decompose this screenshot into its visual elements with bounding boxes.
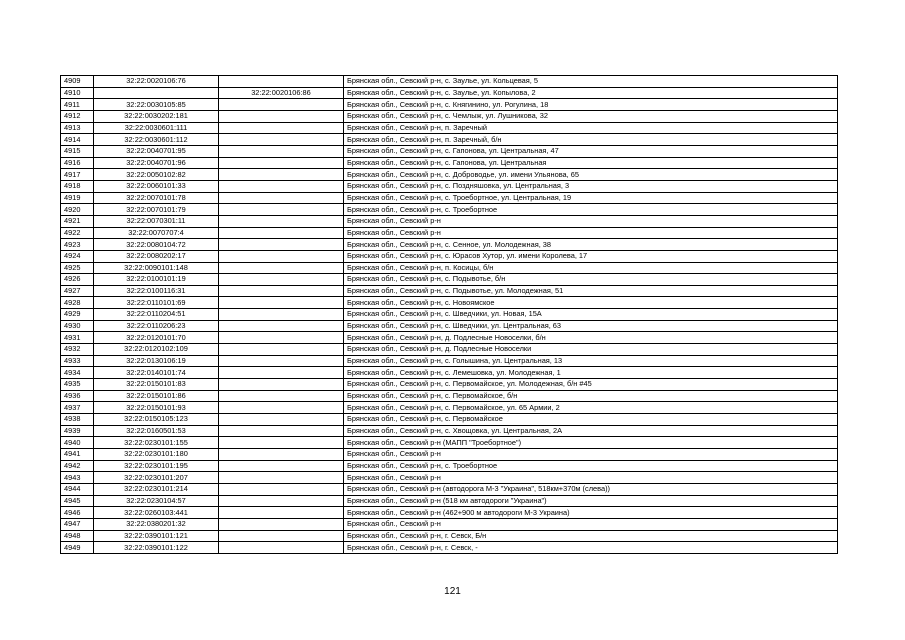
cadastral-number-alt-cell [219,192,344,204]
address-cell: Брянская обл., Севский р-н, с. Княгинино, ул. Рогулина, 18 [344,99,838,111]
cadastral-number-cell: 32:22:0120101:70 [94,332,219,344]
cadastral-number-alt-cell [219,110,344,122]
address-cell: Брянская обл., Севский р-н [344,215,838,227]
cadastral-number-cell: 32:22:0120102:109 [94,344,219,356]
row-number-cell: 4944 [61,483,94,495]
address-cell: Брянская обл., Севский р-н, с. Гапонова, ул. Центральная [344,157,838,169]
cadastral-number-alt-cell [219,320,344,332]
cadastral-number-cell: 32:22:0150101:83 [94,379,219,391]
row-number-cell: 4940 [61,437,94,449]
row-number-cell: 4915 [61,145,94,157]
cadastral-number-cell: 32:22:0160501:53 [94,425,219,437]
row-number-cell: 4933 [61,355,94,367]
address-cell: Брянская обл., Севский р-н, с. Гапонова, ул. Центральная, 47 [344,145,838,157]
table-row [61,250,838,262]
cadastral-number-cell: 32:22:0390101:122 [94,542,219,554]
table-row [61,285,838,297]
cadastral-number-cell: 32:22:0080104:72 [94,239,219,251]
row-number-cell: 4938 [61,414,94,426]
cadastral-number-alt-cell [219,518,344,530]
cadastral-number-alt-cell [219,76,344,88]
table-row [61,145,838,157]
cadastral-number-alt-cell [219,157,344,169]
cadastral-number-cell: 32:22:0110206:23 [94,320,219,332]
address-cell: Брянская обл., Севский р-н, с. Юрасов Хутор, ул. имени Королева, 17 [344,250,838,262]
address-cell: Брянская обл., Севский р-н, с. Сенное, ул. Молодежная, 38 [344,239,838,251]
address-cell: Брянская обл., Севский р-н (518 км автодороги "Украина") [344,495,838,507]
row-number-cell: 4929 [61,309,94,321]
table-row [61,297,838,309]
cadastral-number-alt-cell [219,344,344,356]
row-number-cell: 4923 [61,239,94,251]
row-number-cell: 4921 [61,215,94,227]
cadastral-number-cell: 32:22:0260103:441 [94,507,219,519]
cadastral-number-cell: 32:22:0070101:79 [94,204,219,216]
cadastral-number-alt-cell: 32:22:0020106:86 [219,87,344,99]
row-number-cell: 4911 [61,99,94,111]
cadastral-number-cell: 32:22:0030105:85 [94,99,219,111]
row-number-cell: 4943 [61,472,94,484]
cadastral-number-alt-cell [219,227,344,239]
cadastral-number-cell: 32:22:0230101:214 [94,483,219,495]
address-cell: Брянская обл., Севский р-н, с. Хвощовка, ул. Центральная, 2А [344,425,838,437]
row-number-cell: 4928 [61,297,94,309]
cadastral-number-cell: 32:22:0230101:180 [94,449,219,461]
address-cell: Брянская обл., Севский р-н [344,449,838,461]
table-row [61,355,838,367]
cadastral-number-cell: 32:22:0100101:19 [94,274,219,286]
cadastral-number-cell: 32:22:0040701:95 [94,145,219,157]
cadastral-number-alt-cell [219,239,344,251]
cadastral-number-alt-cell [219,449,344,461]
row-number-cell: 4947 [61,518,94,530]
cadastral-number-cell: 32:22:0230101:195 [94,460,219,472]
address-cell: Брянская обл., Севский р-н (автодорога М-3 "Украина", 518км+370м (слева)) [344,483,838,495]
cadastral-number-alt-cell [219,414,344,426]
table-row [61,483,838,495]
cadastral-number-alt-cell [219,390,344,402]
cadastral-number-cell: 32:22:0030601:112 [94,134,219,146]
table-row [61,367,838,379]
row-number-cell: 4948 [61,530,94,542]
address-cell: Брянская обл., Севский р-н, с. Заулье, ул. Копылова, 2 [344,87,838,99]
cadastral-number-alt-cell [219,215,344,227]
address-cell: Брянская обл., Севский р-н [344,227,838,239]
address-cell: Брянская обл., Севский р-н [344,472,838,484]
table-row [61,169,838,181]
cadastral-number-cell: 32:22:0150101:86 [94,390,219,402]
cadastral-number-alt-cell [219,472,344,484]
cadastral-number-cell: 32:22:0070101:78 [94,192,219,204]
cadastral-number-cell: 32:22:0150105:123 [94,414,219,426]
cadastral-number-alt-cell [219,402,344,414]
row-number-cell: 4931 [61,332,94,344]
cadastral-number-cell: 32:22:0150101:93 [94,402,219,414]
table-row [61,507,838,519]
row-number-cell: 4910 [61,87,94,99]
cadastral-number-cell: 32:22:0030601:111 [94,122,219,134]
table-row [61,332,838,344]
cadastral-number-alt-cell [219,332,344,344]
table-row [61,309,838,321]
address-cell: Брянская обл., Севский р-н, с. Троебортное [344,460,838,472]
table-row [61,390,838,402]
row-number-cell: 4937 [61,402,94,414]
cadastral-number-cell: 32:22:0060101:33 [94,180,219,192]
cadastral-number-alt-cell [219,530,344,542]
address-cell: Брянская обл., Севский р-н, с. Первомайское, ул. 65 Армии, 2 [344,402,838,414]
cadastral-number-alt-cell [219,99,344,111]
cadastral-number-cell: 32:22:0140101:74 [94,367,219,379]
address-cell: Брянская обл., Севский р-н, с. Подывотье, ул. Молодежная, 51 [344,285,838,297]
row-number-cell: 4936 [61,390,94,402]
address-cell: Брянская обл., Севский р-н, п. Косицы, б/н [344,262,838,274]
row-number-cell: 4949 [61,542,94,554]
table-row [61,180,838,192]
cadastral-number-alt-cell [219,542,344,554]
cadastral-number-cell: 32:22:0230101:155 [94,437,219,449]
cadastral-number-alt-cell [219,180,344,192]
row-number-cell: 4922 [61,227,94,239]
cadastral-number-alt-cell [219,425,344,437]
cadastral-number-cell: 32:22:0080202:17 [94,250,219,262]
cadastral-number-cell: 32:22:0040701:96 [94,157,219,169]
table-row [61,425,838,437]
address-cell: Брянская обл., Севский р-н (462+900 м автодороги М-3 Украина) [344,507,838,519]
address-cell: Брянская обл., Севский р-н, с. Первомайское, ул. Молодежная, б/н #45 [344,379,838,391]
cadastral-number-cell: 32:22:0090101:148 [94,262,219,274]
row-number-cell: 4945 [61,495,94,507]
address-cell: Брянская обл., Севский р-н, с. Поздняшовка, ул. Центральная, 3 [344,180,838,192]
cadastral-number-alt-cell [219,134,344,146]
table-row [61,344,838,356]
address-cell: Брянская обл., Севский р-н, с. Заулье, ул. Кольцевая, 5 [344,76,838,88]
row-number-cell: 4918 [61,180,94,192]
table-row [61,99,838,111]
cadastral-number-alt-cell [219,262,344,274]
cadastral-number-alt-cell [219,495,344,507]
cadastral-number-alt-cell [219,309,344,321]
row-number-cell: 4925 [61,262,94,274]
cadastral-number-cell: 32:22:0020106:76 [94,76,219,88]
cadastral-number-cell: 32:22:0110204:51 [94,309,219,321]
cadastral-number-alt-cell [219,250,344,262]
table-row [61,518,838,530]
table-row [61,122,838,134]
row-number-cell: 4941 [61,449,94,461]
address-cell: Брянская обл., Севский р-н, с. Новоямское [344,297,838,309]
cadastral-number-cell: 32:22:0230104:57 [94,495,219,507]
cadastral-number-alt-cell [219,379,344,391]
table-row [61,460,838,472]
row-number-cell: 4912 [61,110,94,122]
cadastral-number-alt-cell [219,460,344,472]
cadastral-number-cell: 32:22:0130106:19 [94,355,219,367]
cadastral-number-alt-cell [219,355,344,367]
cadastral-number-alt-cell [219,437,344,449]
cadastral-number-alt-cell [219,145,344,157]
table-row [61,320,838,332]
cadastral-number-alt-cell [219,169,344,181]
row-number-cell: 4916 [61,157,94,169]
cadastral-number-alt-cell [219,204,344,216]
row-number-cell: 4926 [61,274,94,286]
row-number-cell: 4927 [61,285,94,297]
table-row [61,449,838,461]
row-number-cell: 4939 [61,425,94,437]
row-number-cell: 4919 [61,192,94,204]
address-cell: Брянская обл., Севский р-н, г. Севск, - [344,542,838,554]
table-row [61,110,838,122]
table-row [61,134,838,146]
cadastral-number-cell [94,87,219,99]
row-number-cell: 4913 [61,122,94,134]
table-row [61,157,838,169]
cadastral-number-alt-cell [219,122,344,134]
row-number-cell: 4946 [61,507,94,519]
address-cell: Брянская обл., Севский р-н, с. Троебортное, ул. Центральная, 19 [344,192,838,204]
cadastral-number-cell: 32:22:0070301:11 [94,215,219,227]
row-number-cell: 4935 [61,379,94,391]
table-row [61,76,838,88]
address-cell: Брянская обл., Севский р-н, с. Доброводье, ул. имени Ульянова, 65 [344,169,838,181]
cadastral-number-alt-cell [219,367,344,379]
address-cell: Брянская обл., Севский р-н (МАПП "Троебортное") [344,437,838,449]
table-row [61,204,838,216]
row-number-cell: 4942 [61,460,94,472]
cadastral-number-cell: 32:22:0050102:82 [94,169,219,181]
cadastral-number-cell: 32:22:0030202:181 [94,110,219,122]
row-number-cell: 4917 [61,169,94,181]
cadastral-number-alt-cell [219,507,344,519]
row-number-cell: 4930 [61,320,94,332]
table-row [61,414,838,426]
table-row [61,379,838,391]
address-cell: Брянская обл., Севский р-н, д. Подлесные Новоселки, б/н [344,332,838,344]
address-cell: Брянская обл., Севский р-н, п. Заречный [344,122,838,134]
address-cell: Брянская обл., Севский р-н, с. Первомайское [344,414,838,426]
row-number-cell: 4924 [61,250,94,262]
registry-table [60,75,838,554]
cadastral-number-cell: 32:22:0110101:69 [94,297,219,309]
cadastral-number-cell: 32:22:0380201:32 [94,518,219,530]
address-cell: Брянская обл., Севский р-н, с. Шведчики, ул. Центральная, 63 [344,320,838,332]
table-row [61,274,838,286]
cadastral-number-cell: 32:22:0230101:207 [94,472,219,484]
table-row [61,239,838,251]
table-row [61,215,838,227]
table-row [61,472,838,484]
cadastral-number-alt-cell [219,274,344,286]
cadastral-number-alt-cell [219,297,344,309]
row-number-cell: 4932 [61,344,94,356]
address-cell: Брянская обл., Севский р-н, с. Голышина, ул. Центральная, 13 [344,355,838,367]
cadastral-number-alt-cell [219,285,344,297]
row-number-cell: 4920 [61,204,94,216]
address-cell: Брянская обл., Севский р-н, с. Чемлыж, ул. Лушникова, 32 [344,110,838,122]
cadastral-number-cell: 32:22:0070707:4 [94,227,219,239]
row-number-cell: 4914 [61,134,94,146]
table-row [61,402,838,414]
table-row [61,262,838,274]
registry-table-body [61,76,838,554]
cadastral-number-cell: 32:22:0390101:121 [94,530,219,542]
table-row [61,437,838,449]
row-number-cell: 4934 [61,367,94,379]
address-cell: Брянская обл., Севский р-н, п. Заречный, б/н [344,134,838,146]
table-row [61,87,838,99]
address-cell: Брянская обл., Севский р-н, г. Севск, Б/н [344,530,838,542]
table-row [61,495,838,507]
table-row [61,542,838,554]
address-cell: Брянская обл., Севский р-н, с. Подывотье, б/н [344,274,838,286]
address-cell: Брянская обл., Севский р-н, с. Первомайское, б/н [344,390,838,402]
cadastral-number-alt-cell [219,483,344,495]
page-number: 121 [444,586,461,597]
table-row [61,227,838,239]
address-cell: Брянская обл., Севский р-н, с. Троебортное [344,204,838,216]
table-row [61,530,838,542]
table-row [61,192,838,204]
address-cell: Брянская обл., Севский р-н, д. Подлесные Новоселки [344,344,838,356]
address-cell: Брянская обл., Севский р-н, с. Лемешовка, ул. Молодежная, 1 [344,367,838,379]
address-cell: Брянская обл., Севский р-н, с. Шведчики, ул. Новая, 15А [344,309,838,321]
address-cell: Брянская обл., Севский р-н [344,518,838,530]
cadastral-number-cell: 32:22:0100116:31 [94,285,219,297]
row-number-cell: 4909 [61,76,94,88]
